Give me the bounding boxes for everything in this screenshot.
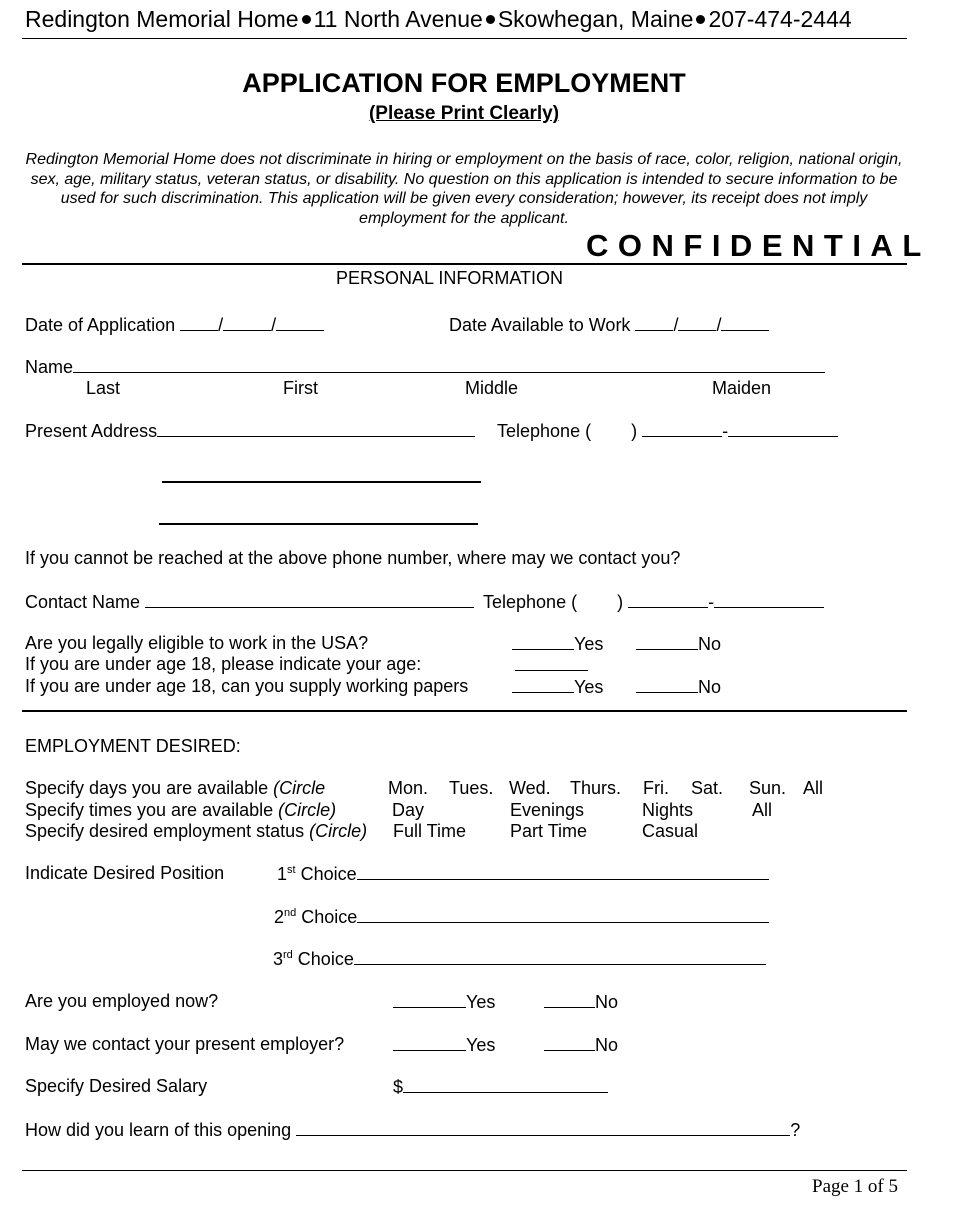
disclaimer-text: Redington Memorial Home does not discriminate in hiring or employment on the basis of race, color, religion, national origin, sex, age, military status, veteran status, or disability. No question on this application is intended to secure information to be used for such discrimination. This application will be given every consideration; however, its receipt does not imply employment for the applicant. (25, 151, 903, 227)
paren-close: ) (617, 592, 624, 612)
date-available-label: Date Available to Work (449, 315, 631, 335)
days-label-text: Specify days you are available (25, 778, 274, 798)
choice-3-field[interactable] (354, 948, 766, 965)
contact-phone-number-field[interactable] (714, 591, 824, 608)
status-circle-note: (Circle) (309, 821, 368, 841)
page-subtitle: (Please Print Clearly) (368, 103, 560, 124)
time-option-evenings[interactable]: Evenings (510, 800, 585, 820)
employed-yes-field[interactable] (393, 991, 466, 1008)
date-of-application-row (25, 314, 324, 336)
section-rule-top (22, 263, 907, 265)
available-day-field[interactable] (678, 314, 716, 331)
choice-3-suffix: rd (283, 949, 293, 961)
available-year-field[interactable] (721, 314, 769, 331)
date-available-row (449, 314, 769, 336)
telephone-row (497, 420, 838, 442)
learn-row (25, 1119, 800, 1141)
yes-label: Yes (466, 992, 496, 1012)
learn-field[interactable] (296, 1119, 790, 1136)
choice-2-suffix: nd (284, 907, 297, 919)
under18-papers-question: If you are under age 18, can you supply working papers (25, 676, 469, 696)
time-option-nights[interactable]: Nights (642, 800, 694, 820)
present-address-row (25, 420, 475, 442)
phone-number-field[interactable] (728, 420, 838, 437)
employment-heading: EMPLOYMENT DESIRED: (25, 736, 241, 756)
yes-label: Yes (574, 677, 604, 697)
bullet-icon (302, 15, 311, 24)
papers-yes-field[interactable] (512, 676, 574, 693)
eligible-no (636, 633, 721, 655)
choice-3-row (273, 948, 766, 970)
paren-close: ) (631, 421, 638, 441)
header-phone: 207-474-2444 (708, 6, 852, 32)
contact-employer-yes-field[interactable] (393, 1034, 466, 1051)
no-label: No (595, 992, 619, 1012)
name-label: Name (25, 357, 74, 377)
contact-employer-no-field[interactable] (544, 1034, 595, 1051)
phone-prefix-field[interactable] (642, 420, 722, 437)
header-rule (22, 38, 907, 39)
address-line-2-field[interactable] (162, 481, 481, 483)
choice-1-number: 1 (277, 864, 288, 884)
yes-label: Yes (466, 1035, 496, 1055)
name-row (25, 356, 825, 378)
slash: / (218, 315, 224, 335)
eligible-yes (512, 633, 603, 655)
header-line (25, 6, 852, 33)
employed-yes (393, 991, 495, 1013)
dollar-sign: $ (393, 1077, 404, 1097)
contact-name-row (25, 591, 474, 613)
papers-no-field[interactable] (636, 676, 698, 693)
times-label-text: Specify times you are available (25, 800, 279, 820)
telephone-label: Telephone ( (497, 421, 592, 441)
day-option-all[interactable]: All (803, 778, 824, 798)
under18-age-field-wrap (515, 654, 588, 676)
day-option-thu[interactable]: Thurs. (570, 778, 622, 798)
under18-age-field[interactable] (515, 654, 588, 671)
choice-2-number: 2 (274, 907, 285, 927)
choice-2-label: Choice (296, 907, 358, 927)
choice-2-row (274, 906, 769, 928)
salary-label: Specify Desired Salary (25, 1076, 208, 1096)
salary-row (393, 1076, 608, 1098)
choice-1-field[interactable] (357, 863, 769, 880)
choice-2-field[interactable] (357, 906, 769, 923)
times-label (25, 800, 336, 821)
no-label: No (595, 1035, 619, 1055)
status-label-text: Specify desired employment status (25, 821, 310, 841)
desired-position-label: Indicate Desired Position (25, 863, 225, 883)
status-option-part-time[interactable]: Part Time (510, 821, 588, 841)
name-last-caption: Last (86, 378, 121, 398)
contact-telephone-label: Telephone ( (483, 592, 578, 612)
contact-name-label: Contact Name (25, 592, 141, 612)
choice-1-label: Choice (295, 864, 357, 884)
learn-label: How did you learn of this opening (25, 1120, 292, 1140)
contact-name-field[interactable] (145, 591, 474, 608)
status-option-full-time[interactable]: Full Time (393, 821, 467, 841)
name-middle-caption: Middle (465, 378, 519, 398)
under18-age-question: If you are under age 18, please indicate your age: (25, 654, 422, 674)
contact-phone-prefix-field[interactable] (628, 591, 708, 608)
eligible-no-field[interactable] (636, 633, 698, 650)
header-city: Skowhegan, Maine (497, 6, 694, 32)
dash: - (708, 592, 715, 612)
slash: / (271, 315, 277, 335)
bullet-icon (696, 15, 705, 24)
name-first-caption: First (283, 378, 318, 398)
day-option-tue[interactable]: Tues. (449, 778, 494, 798)
slash: / (716, 315, 722, 335)
choice-3-number: 3 (273, 949, 284, 969)
day-option-wed[interactable]: Wed. (509, 778, 551, 798)
employed-no-field[interactable] (544, 991, 595, 1008)
contact-employer-yes (393, 1034, 495, 1056)
time-option-day[interactable]: Day (392, 800, 425, 820)
application-day-field[interactable] (223, 314, 271, 331)
personal-heading: PERSONAL INFORMATION (336, 268, 564, 288)
name-field[interactable] (73, 356, 825, 373)
time-option-all[interactable]: All (752, 800, 773, 820)
available-month-field[interactable] (635, 314, 673, 331)
application-year-field[interactable] (276, 314, 324, 331)
day-option-sun[interactable]: Sun. (749, 778, 787, 798)
papers-no (636, 676, 721, 698)
no-label: No (698, 677, 722, 697)
eligible-yes-field[interactable] (512, 633, 574, 650)
day-option-fri[interactable]: Fri. (643, 778, 669, 798)
papers-yes (512, 676, 603, 698)
employed-no (544, 991, 618, 1013)
bullet-icon (486, 15, 495, 24)
present-address-label: Present Address (25, 421, 158, 441)
days-label (25, 778, 325, 799)
page-title: APPLICATION FOR EMPLOYMENT (242, 68, 686, 98)
choice-1-suffix: st (287, 864, 296, 876)
address-line-3-field[interactable] (159, 523, 478, 525)
question-mark: ? (790, 1120, 801, 1140)
no-label: No (698, 634, 722, 654)
status-option-casual[interactable]: Casual (642, 821, 699, 841)
footer-rule (22, 1170, 907, 1171)
dash: - (722, 421, 729, 441)
status-label (25, 821, 367, 842)
application-month-field[interactable] (180, 314, 218, 331)
alt-contact-question: If you cannot be reached at the above phone number, where may we contact you? (25, 548, 681, 568)
days-circle-note: (Circle (273, 778, 326, 798)
contact-employer-no (544, 1034, 618, 1056)
name-maiden-caption: Maiden (712, 378, 772, 398)
header-street: 11 North Avenue (313, 6, 483, 32)
times-circle-note: (Circle) (278, 800, 337, 820)
eligible-question: Are you legally eligible to work in the USA? (25, 633, 369, 653)
contact-telephone-row (483, 591, 824, 613)
section-rule-middle (22, 710, 907, 712)
slash: / (673, 315, 679, 335)
contact-employer-question: May we contact your present employer? (25, 1034, 345, 1054)
yes-label: Yes (574, 634, 604, 654)
employed-now-question: Are you employed now? (25, 991, 219, 1011)
address-line-1-field[interactable] (157, 420, 475, 437)
day-option-mon[interactable]: Mon. (388, 778, 429, 798)
choice-1-row (277, 863, 769, 885)
salary-field[interactable] (403, 1076, 608, 1093)
date-of-application-label: Date of Application (25, 315, 176, 335)
day-option-sat[interactable]: Sat. (691, 778, 724, 798)
confidential-label: CONFIDENTIAL (586, 228, 931, 263)
choice-3-label: Choice (292, 949, 354, 969)
header-org: Redington Memorial Home (25, 6, 299, 32)
page-number: Page 1 of 5 (812, 1176, 899, 1197)
